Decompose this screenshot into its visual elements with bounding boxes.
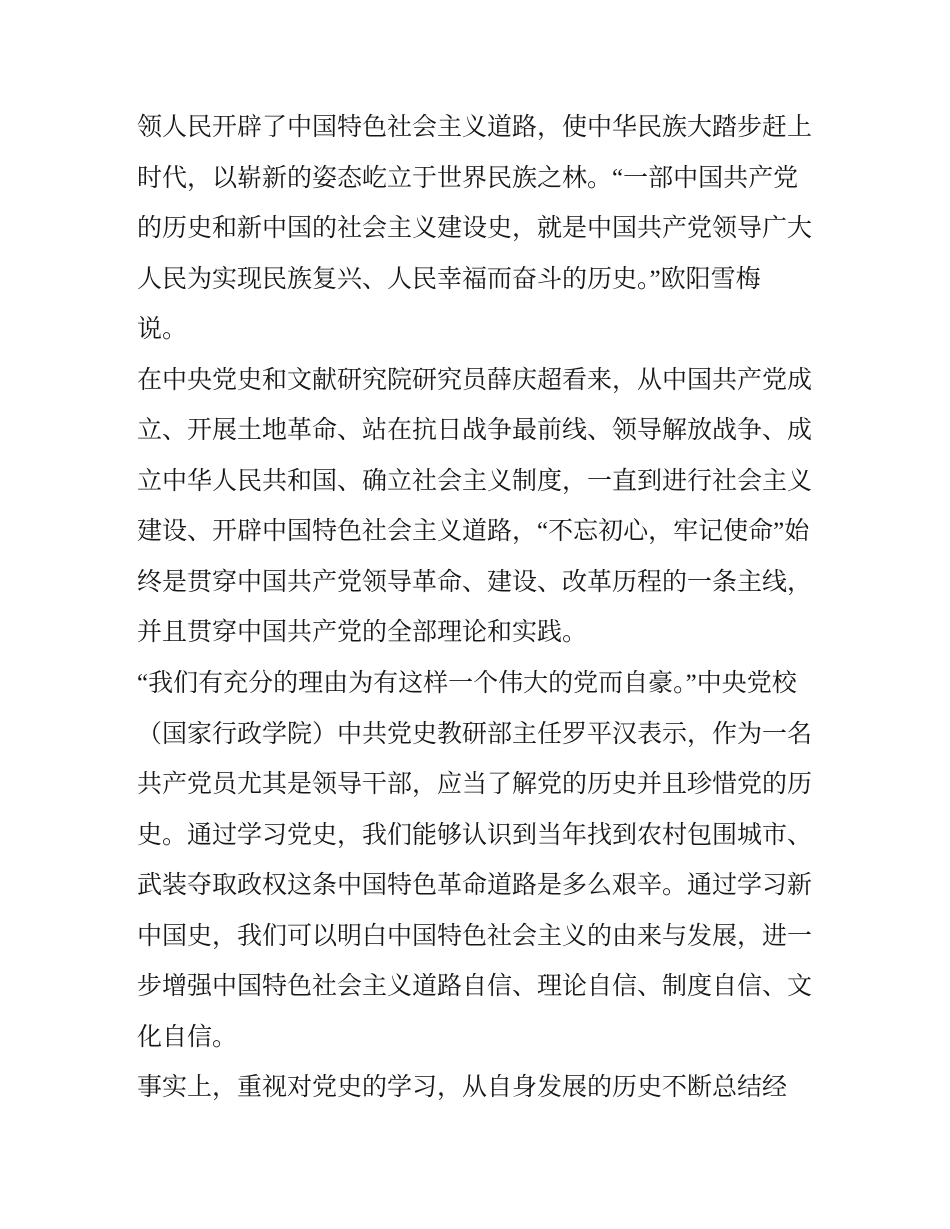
- text-line: 立中华人民共和国、确立社会主义制度，一直到进行社会主义: [137, 467, 813, 495]
- text-line: 终是贯穿中国共产党领导革命、建设、改革历程的一条主线，: [137, 568, 813, 596]
- text-line: 共产党员尤其是领导干部，应当了解党的历史并且珍惜党的历: [137, 771, 813, 799]
- text-line: 立、开展土地革命、站在抗日战争最前线、领导解放战争、成: [137, 417, 813, 445]
- text-line: 在中央党史和文献研究院研究员薛庆超看来，从中国共产党成: [137, 366, 813, 394]
- text-line: 步增强中国特色社会主义道路自信、理论自信、制度自信、文: [137, 973, 813, 1001]
- article-text-block: [137, 103, 837, 1114]
- text-line: 说。: [137, 316, 188, 344]
- text-line: 事实上，重视对党史的学习，从自身发展的历史不断总结经: [137, 1074, 788, 1102]
- text-line: 时代，以崭新的姿态屹立于世界民族之林。“一部中国共产党: [137, 164, 799, 192]
- text-line: 武装夺取政权这条中国特色革命道路是多么艰辛。通过学习新: [137, 872, 813, 900]
- text-line: “我们有充分的理由为有这样一个伟大的党而自豪。”中央党校: [137, 670, 797, 698]
- text-line: （国家行政学院）中共党史教研部主任罗平汉表示，作为一名: [137, 720, 813, 748]
- text-line: 史。通过学习党史，我们能够认识到当年找到农村包围城市、: [137, 821, 813, 849]
- text-line: 建设、开辟中国特色社会主义道路，“不忘初心，牢记使命”始: [137, 518, 810, 546]
- paragraph-2: [137, 356, 837, 659]
- paragraph-4: [137, 1063, 837, 1114]
- text-line: 领人民开辟了中国特色社会主义道路，使中华民族大踏步赶上: [137, 114, 813, 141]
- text-line: 化自信。: [137, 1023, 238, 1051]
- text-line: 的历史和新中国的社会主义建设史，就是中国共产党领导广大: [137, 215, 813, 243]
- text-line: 中国史，我们可以明白中国特色社会主义的由来与发展，进一: [137, 922, 813, 950]
- text-line: 人民为实现民族复兴、人民幸福而奋斗的历史。”欧阳雪梅: [137, 265, 761, 293]
- paragraph-3: [137, 659, 837, 1063]
- text-line: 并且贯穿中国共产党的全部理论和实践。: [137, 619, 588, 647]
- paragraph-1: [137, 103, 837, 356]
